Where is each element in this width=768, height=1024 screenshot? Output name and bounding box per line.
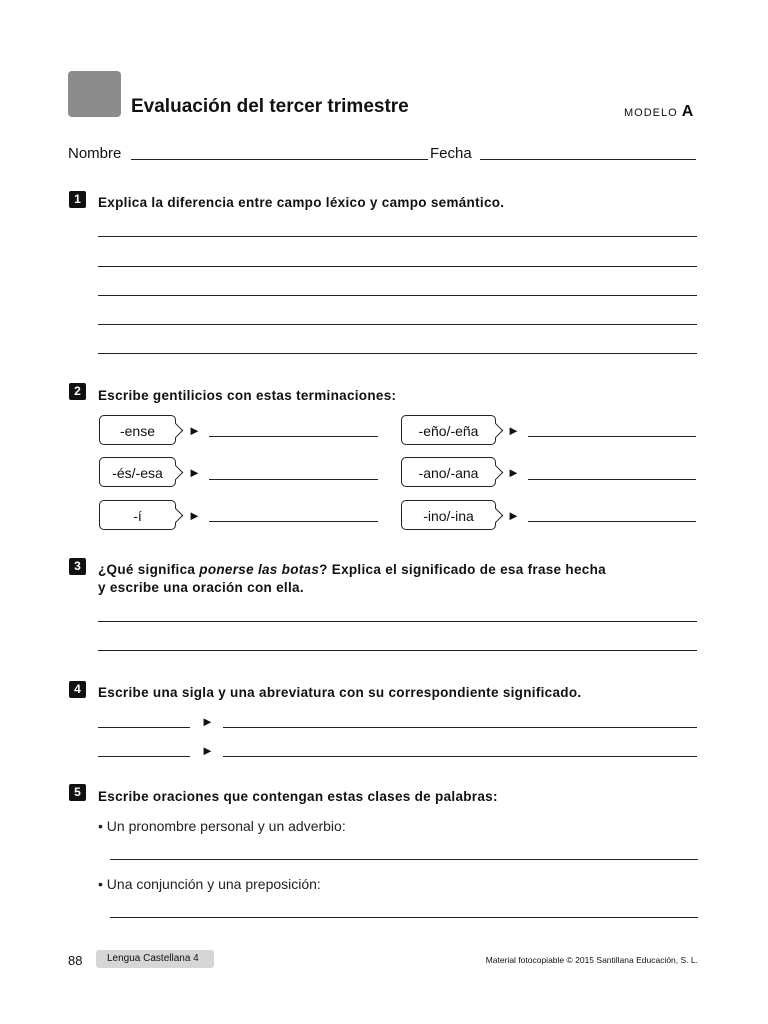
answer-line[interactable] <box>209 479 378 480</box>
arrow-icon: ► <box>201 714 214 729</box>
suffix-box: -ino/-ina <box>401 500 496 530</box>
suffix-box: -í <box>99 500 176 530</box>
meaning-field[interactable] <box>223 727 697 728</box>
answer-line[interactable] <box>98 266 697 267</box>
meaning-field[interactable] <box>223 756 697 757</box>
question-3-text <box>98 562 606 577</box>
header-gray-block <box>68 71 121 117</box>
question-number-4: 4 <box>69 681 86 698</box>
bullet-text: Un pronombre personal y un adverbio: <box>106 818 346 834</box>
date-field[interactable] <box>480 159 696 160</box>
abbreviation-field[interactable] <box>98 727 190 728</box>
question-number-5: 5 <box>69 784 86 801</box>
name-label: Nombre <box>68 145 122 162</box>
bullet-item <box>98 818 346 834</box>
page-number: 88 <box>68 953 83 968</box>
arrow-icon: ► <box>507 465 520 480</box>
copyright-notice: Material fotocopiable © 2015 Santillana Educación, S. L. <box>485 955 698 965</box>
answer-line[interactable] <box>110 917 698 918</box>
arrow-icon: ► <box>188 508 201 523</box>
question-3-text-line2: y escribe una oración con ella. <box>98 580 304 595</box>
arrow-icon: ► <box>201 743 214 758</box>
date-label: Fecha <box>430 145 472 162</box>
arrow-icon: ► <box>507 423 520 438</box>
answer-line[interactable] <box>98 324 697 325</box>
answer-line[interactable] <box>110 859 698 860</box>
abbreviation-field[interactable] <box>98 756 190 757</box>
answer-line[interactable] <box>98 295 697 296</box>
answer-line[interactable] <box>209 436 378 437</box>
book-tag: Lengua Castellana 4 <box>96 950 214 968</box>
answer-line[interactable] <box>528 479 696 480</box>
bullet-symbol: • <box>98 876 103 892</box>
answer-line[interactable] <box>98 353 697 354</box>
question-3-text-after: ? Explica el significado de esa frase hecha <box>319 562 606 577</box>
bullet-item <box>98 876 321 892</box>
answer-line[interactable] <box>98 650 697 651</box>
arrow-icon: ► <box>188 465 201 480</box>
answer-line[interactable] <box>98 621 697 622</box>
question-number-1: 1 <box>69 191 86 208</box>
question-3-text-before: ¿Qué significa <box>98 562 200 577</box>
answer-line[interactable] <box>528 436 696 437</box>
question-2-text: Escribe gentilicios con estas terminaciones: <box>98 388 397 403</box>
question-3-idiom: ponerse las botas <box>199 562 320 577</box>
question-4-text: Escribe una sigla y una abreviatura con su correspondiente significado. <box>98 685 582 700</box>
answer-line[interactable] <box>209 521 378 522</box>
answer-line[interactable] <box>528 521 696 522</box>
suffix-box: -és/-esa <box>99 457 176 487</box>
name-field[interactable] <box>131 159 428 160</box>
question-1-text: Explica la diferencia entre campo léxico y campo semántico. <box>98 195 505 210</box>
arrow-icon: ► <box>188 423 201 438</box>
model-label <box>624 103 693 121</box>
bullet-text: Una conjunción y una preposición: <box>106 876 321 892</box>
bullet-symbol: • <box>98 818 103 834</box>
question-number-3: 3 <box>69 558 86 575</box>
question-5-text: Escribe oraciones que contengan estas clases de palabras: <box>98 789 498 804</box>
suffix-box: -eño/-eña <box>401 415 496 445</box>
model-letter: A <box>681 103 694 120</box>
model-label-text: MODELO <box>624 107 678 119</box>
arrow-icon: ► <box>507 508 520 523</box>
suffix-box: -ense <box>99 415 176 445</box>
answer-line[interactable] <box>98 236 697 237</box>
question-number-2: 2 <box>69 383 86 400</box>
suffix-box: -ano/-ana <box>401 457 496 487</box>
page-title: Evaluación del tercer trimestre <box>131 96 409 117</box>
